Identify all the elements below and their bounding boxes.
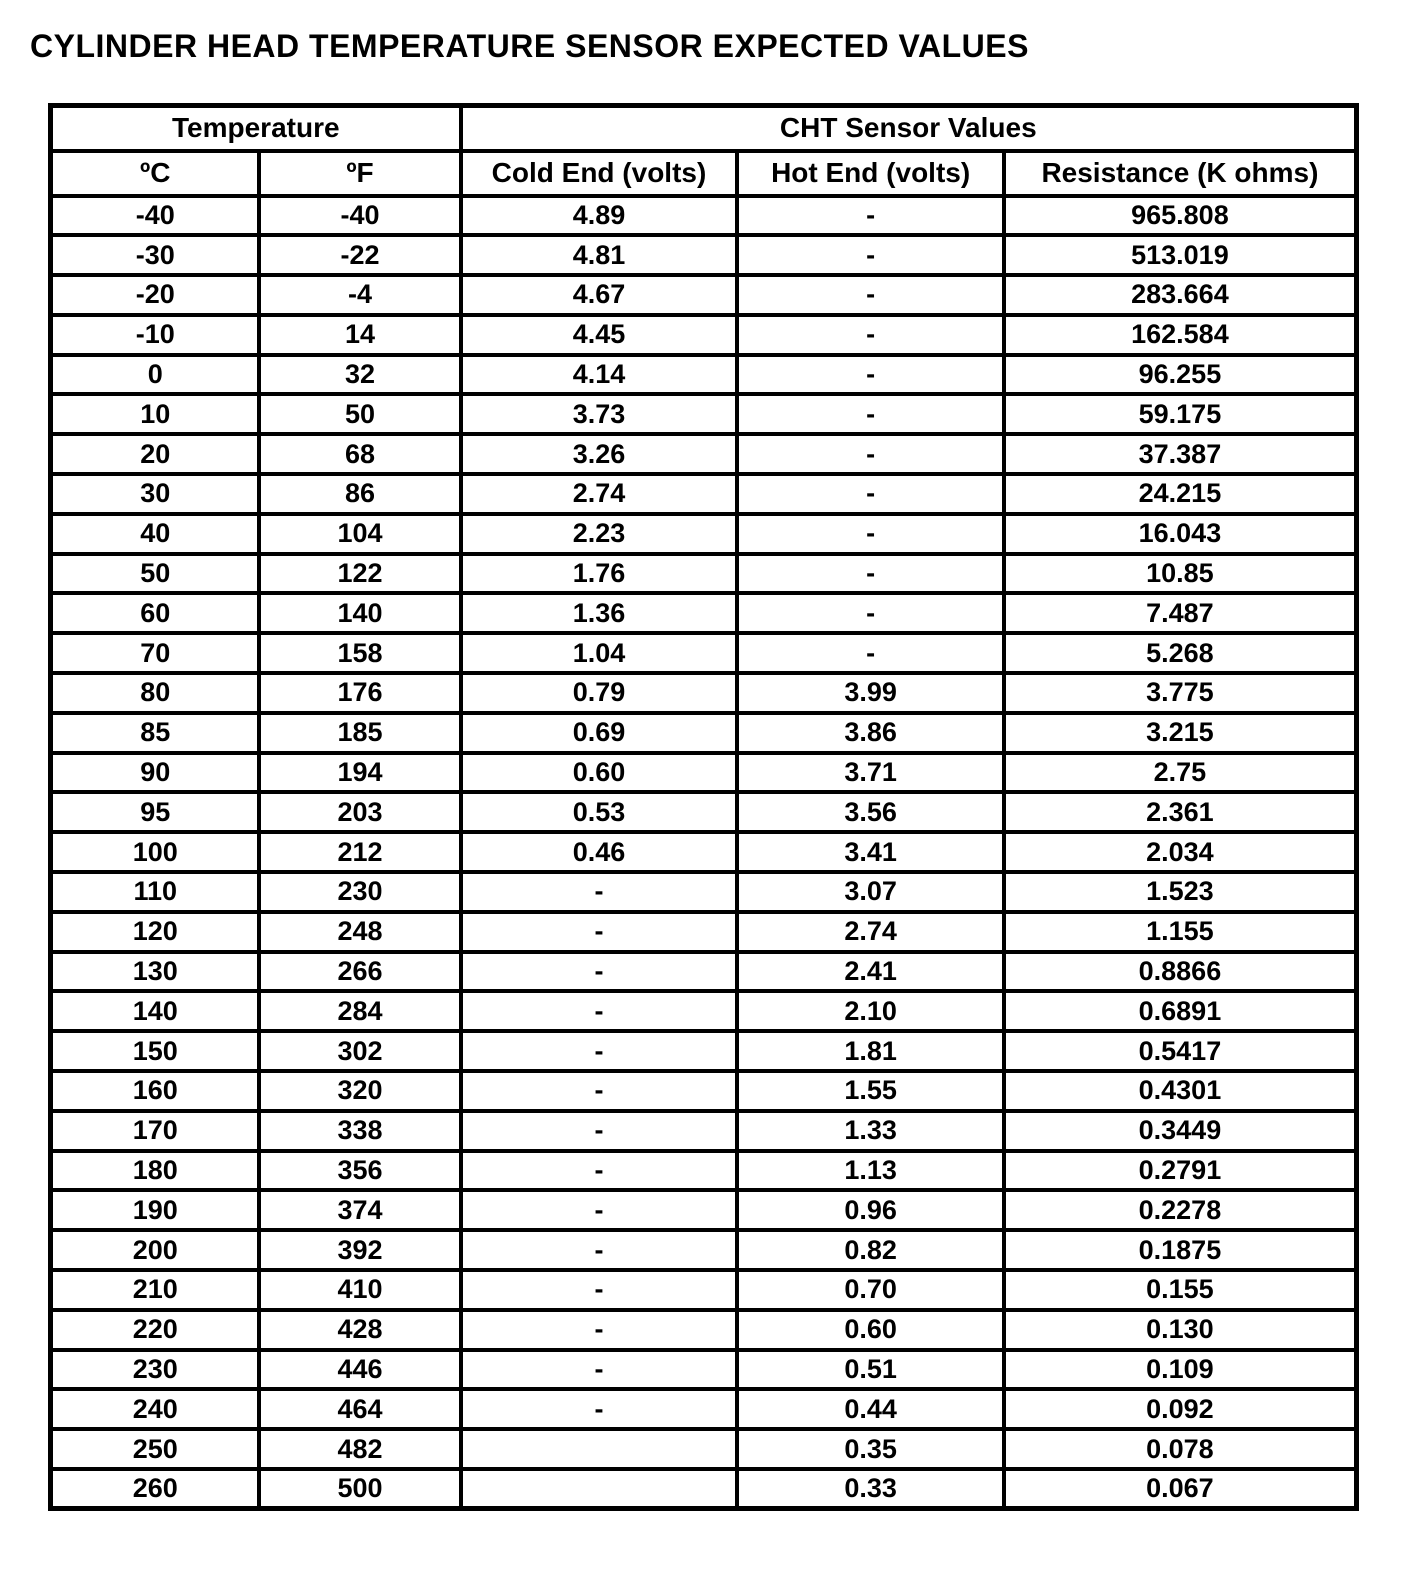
table-cell: - [737, 275, 1003, 315]
table-cell: 140 [51, 991, 260, 1031]
table-cell: 392 [259, 1230, 460, 1270]
table-cell: 60 [51, 593, 260, 633]
table-cell: 513.019 [1004, 235, 1357, 275]
table-cell: 3.73 [461, 394, 738, 434]
table-cell: 4.14 [461, 355, 738, 395]
table-cell: 2.23 [461, 514, 738, 554]
table-cell: 1.13 [737, 1151, 1003, 1191]
table-cell: 10 [51, 394, 260, 434]
group-header-row [51, 106, 1357, 151]
table-cell: 0.130 [1004, 1310, 1357, 1350]
table-cell: - [737, 394, 1003, 434]
table-cell: 59.175 [1004, 394, 1357, 434]
table-cell: 90 [51, 753, 260, 793]
table-cell: 266 [259, 952, 460, 992]
table-cell: 37.387 [1004, 434, 1357, 474]
table-cell: 3.56 [737, 792, 1003, 832]
table-cell: 185 [259, 713, 460, 753]
table-cell: 0 [51, 355, 260, 395]
table-cell: 160 [51, 1071, 260, 1111]
table-cell: - [461, 1389, 738, 1429]
table-cell: 0.69 [461, 713, 738, 753]
table-cell: 162.584 [1004, 315, 1357, 355]
table-row [51, 1230, 1357, 1270]
table-cell: 1.33 [737, 1111, 1003, 1151]
table-cell: 464 [259, 1389, 460, 1429]
table-row [51, 1111, 1357, 1151]
table-cell: -40 [259, 196, 460, 236]
table-cell: 24.215 [1004, 474, 1357, 514]
table-cell: - [737, 315, 1003, 355]
group-header-temperature: Temperature [51, 106, 461, 151]
table-cell: 0.2278 [1004, 1190, 1357, 1230]
table-cell: -20 [51, 275, 260, 315]
table-cell: 0.4301 [1004, 1071, 1357, 1111]
table-cell: 0.60 [737, 1310, 1003, 1350]
table-row [51, 474, 1357, 514]
table-cell: 170 [51, 1111, 260, 1151]
table-cell: 3.07 [737, 872, 1003, 912]
table-cell: 1.523 [1004, 872, 1357, 912]
table-cell: - [737, 514, 1003, 554]
table-cell: -30 [51, 235, 260, 275]
table-cell: 68 [259, 434, 460, 474]
table-body [51, 196, 1357, 1509]
page [0, 28, 1408, 1588]
table-cell: 284 [259, 991, 460, 1031]
table-cell: 20 [51, 434, 260, 474]
table-row [51, 713, 1357, 753]
table-row [51, 872, 1357, 912]
table-cell: 0.70 [737, 1270, 1003, 1310]
table-cell: 230 [51, 1350, 260, 1390]
table-cell: 0.96 [737, 1190, 1003, 1230]
table-cell: 50 [259, 394, 460, 434]
table-cell: 122 [259, 554, 460, 594]
table-cell: 96.255 [1004, 355, 1357, 395]
table-row [51, 1151, 1357, 1191]
table-cell: 220 [51, 1310, 260, 1350]
table-cell: 80 [51, 673, 260, 713]
table-row [51, 554, 1357, 594]
table-cell: 356 [259, 1151, 460, 1191]
table-cell: 965.808 [1004, 196, 1357, 236]
table-cell: 180 [51, 1151, 260, 1191]
table-cell: 32 [259, 355, 460, 395]
table-cell: 3.99 [737, 673, 1003, 713]
table-cell: - [461, 1071, 738, 1111]
table-cell: 86 [259, 474, 460, 514]
table-cell: 5.268 [1004, 633, 1357, 673]
table-cell: 70 [51, 633, 260, 673]
table-cell: - [461, 1190, 738, 1230]
table-cell: 0.79 [461, 673, 738, 713]
table-cell: 4.45 [461, 315, 738, 355]
table-row [51, 952, 1357, 992]
table-cell: 4.67 [461, 275, 738, 315]
table-cell: 212 [259, 832, 460, 872]
table-cell: 2.41 [737, 952, 1003, 992]
table-cell: 2.361 [1004, 792, 1357, 832]
table-cell: 3.71 [737, 753, 1003, 793]
table-cell: 0.155 [1004, 1270, 1357, 1310]
table-cell: 3.26 [461, 434, 738, 474]
col-header-resistance-k-ohms: Resistance (K ohms) [1004, 151, 1357, 196]
table-cell: 320 [259, 1071, 460, 1111]
table-cell: 302 [259, 1031, 460, 1071]
table-cell: 0.44 [737, 1389, 1003, 1429]
table-row [51, 991, 1357, 1031]
table-row [51, 1270, 1357, 1310]
table-row [51, 1071, 1357, 1111]
table-row [51, 514, 1357, 554]
table-cell: 2.10 [737, 991, 1003, 1031]
table-cell: - [737, 633, 1003, 673]
table-cell: 0.3449 [1004, 1111, 1357, 1151]
table-cell: - [461, 1270, 738, 1310]
table-cell: 0.60 [461, 753, 738, 793]
table-cell: 3.86 [737, 713, 1003, 753]
table-cell: 0.1875 [1004, 1230, 1357, 1270]
table-cell: -4 [259, 275, 460, 315]
table-cell: 176 [259, 673, 460, 713]
table-cell: 120 [51, 912, 260, 952]
table-row [51, 792, 1357, 832]
table-cell: - [461, 1350, 738, 1390]
table-row [51, 753, 1357, 793]
table-cell: 50 [51, 554, 260, 594]
table-cell: - [461, 952, 738, 992]
table-cell: 14 [259, 315, 460, 355]
table-cell: 1.155 [1004, 912, 1357, 952]
table-cell: - [737, 355, 1003, 395]
table-row [51, 1389, 1357, 1429]
table-cell: 110 [51, 872, 260, 912]
table-cell: 158 [259, 633, 460, 673]
table-cell: - [461, 1230, 738, 1270]
col-header-hot-end-volts: Hot End (volts) [737, 151, 1003, 196]
table-row [51, 275, 1357, 315]
table-row [51, 633, 1357, 673]
table-cell: 0.46 [461, 832, 738, 872]
cht-sensor-table [48, 103, 1359, 1511]
table-cell: 338 [259, 1111, 460, 1151]
table-cell: 150 [51, 1031, 260, 1071]
table-cell: 200 [51, 1230, 260, 1270]
table-cell: 0.35 [737, 1429, 1003, 1469]
table-header [51, 106, 1357, 196]
table-cell: 428 [259, 1310, 460, 1350]
table-cell: - [737, 474, 1003, 514]
table-cell: 10.85 [1004, 554, 1357, 594]
table-cell: 0.53 [461, 792, 738, 832]
table-cell: 3.215 [1004, 713, 1357, 753]
table-cell: - [737, 196, 1003, 236]
table-cell: - [737, 593, 1003, 633]
table-cell: 1.55 [737, 1071, 1003, 1111]
table-row [51, 235, 1357, 275]
table-cell: 0.5417 [1004, 1031, 1357, 1071]
table-cell: - [461, 1031, 738, 1071]
table-cell [461, 1469, 738, 1509]
col-header-fahrenheit: ºF [259, 151, 460, 196]
table-cell: 1.04 [461, 633, 738, 673]
table-cell: 446 [259, 1350, 460, 1390]
group-header-cht-sensor-values: CHT Sensor Values [461, 106, 1357, 151]
table-cell: 100 [51, 832, 260, 872]
table-cell: 130 [51, 952, 260, 992]
table-cell: 16.043 [1004, 514, 1357, 554]
table-cell: 95 [51, 792, 260, 832]
table-cell: - [461, 1310, 738, 1350]
table-cell: 248 [259, 912, 460, 952]
table-cell: -10 [51, 315, 260, 355]
table-cell: 0.109 [1004, 1350, 1357, 1390]
table-cell: 3.775 [1004, 673, 1357, 713]
page-title: CYLINDER HEAD TEMPERATURE SENSOR EXPECTED VALUES [30, 28, 1029, 64]
table-cell: 4.89 [461, 196, 738, 236]
table-cell: 0.51 [737, 1350, 1003, 1390]
table-cell: 1.36 [461, 593, 738, 633]
table-cell: -40 [51, 196, 260, 236]
table-cell: - [461, 1151, 738, 1191]
table-cell: 0.2791 [1004, 1151, 1357, 1191]
table-row [51, 593, 1357, 633]
table-row [51, 1429, 1357, 1469]
table-cell: - [461, 912, 738, 952]
table-cell: 85 [51, 713, 260, 753]
table-row [51, 912, 1357, 952]
table-cell: 2.75 [1004, 753, 1357, 793]
table-cell: 260 [51, 1469, 260, 1509]
table-cell: 3.41 [737, 832, 1003, 872]
table-row [51, 1350, 1357, 1390]
table-cell: 1.81 [737, 1031, 1003, 1071]
table-row [51, 394, 1357, 434]
table-cell: 0.82 [737, 1230, 1003, 1270]
table-row [51, 1190, 1357, 1230]
table-cell: 4.81 [461, 235, 738, 275]
table-cell: 0.8866 [1004, 952, 1357, 992]
table-row [51, 1031, 1357, 1071]
table-cell: 2.034 [1004, 832, 1357, 872]
table-cell: 0.078 [1004, 1429, 1357, 1469]
table-cell: - [461, 872, 738, 912]
table-cell: 2.74 [737, 912, 1003, 952]
table-cell: 2.74 [461, 474, 738, 514]
table-row [51, 673, 1357, 713]
table-row [51, 196, 1357, 236]
table-cell: 283.664 [1004, 275, 1357, 315]
table-cell: 203 [259, 792, 460, 832]
table-cell: 190 [51, 1190, 260, 1230]
column-header-row [51, 151, 1357, 196]
table-row [51, 355, 1357, 395]
table-cell: 410 [259, 1270, 460, 1310]
table-cell: 230 [259, 872, 460, 912]
table-cell: 374 [259, 1190, 460, 1230]
table-cell: 194 [259, 753, 460, 793]
table-cell: - [461, 1111, 738, 1151]
table-cell: - [737, 554, 1003, 594]
table-cell: 210 [51, 1270, 260, 1310]
table-cell: 7.487 [1004, 593, 1357, 633]
table-cell: - [461, 991, 738, 1031]
table-cell: - [737, 235, 1003, 275]
table-row [51, 434, 1357, 474]
table-cell: 40 [51, 514, 260, 554]
table-cell: 30 [51, 474, 260, 514]
table-cell: 250 [51, 1429, 260, 1469]
col-header-celsius: ºC [51, 151, 260, 196]
table-cell: 0.067 [1004, 1469, 1357, 1509]
table-cell: 0.33 [737, 1469, 1003, 1509]
table-cell: 0.092 [1004, 1389, 1357, 1429]
table-row [51, 1469, 1357, 1509]
table-row [51, 832, 1357, 872]
table-cell: 104 [259, 514, 460, 554]
table-cell: 140 [259, 593, 460, 633]
table-cell: 500 [259, 1469, 460, 1509]
table-row [51, 1310, 1357, 1350]
table-cell: -22 [259, 235, 460, 275]
table-cell: 482 [259, 1429, 460, 1469]
table-cell: 1.76 [461, 554, 738, 594]
table-cell: 0.6891 [1004, 991, 1357, 1031]
table-cell: - [737, 434, 1003, 474]
col-header-cold-end-volts: Cold End (volts) [461, 151, 738, 196]
table-cell [461, 1429, 738, 1469]
table-cell: 240 [51, 1389, 260, 1429]
table-row [51, 315, 1357, 355]
